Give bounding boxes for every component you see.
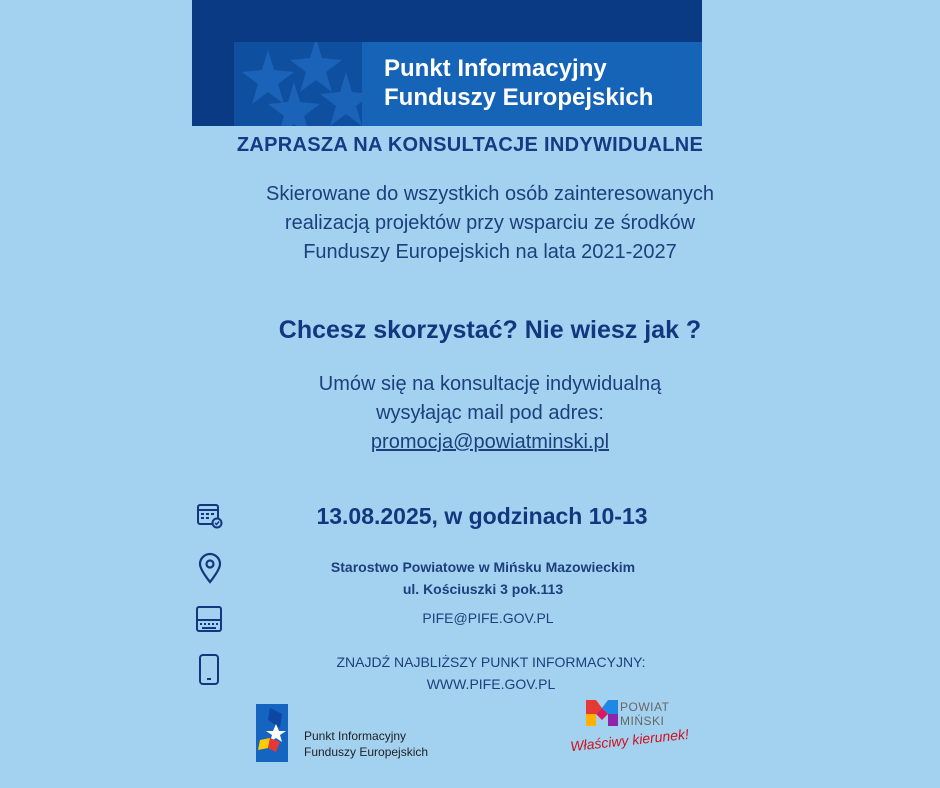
header-title-line2: Funduszy Europejskich <box>384 84 654 111</box>
description-line3: Funduszy Europejskich na lata 2021-2027 <box>303 241 677 263</box>
header-title-line1: Punkt Informacyjny <box>384 55 607 82</box>
booking-line2: wysyłając mail pod adres: <box>376 402 604 424</box>
description-line1: Skierowane do wszystkich osób zainteresowanych <box>266 183 714 205</box>
header-panel <box>234 42 702 126</box>
find-nearest-website-link[interactable]: WWW.PIFE.GOV.PL <box>426 676 556 692</box>
venue-line1: Starostwo Powiatowe w Mińsku Mazowieckim <box>330 559 636 575</box>
powiat-mark-icon <box>586 700 618 726</box>
powiat-line1: POWIAT <box>620 700 670 714</box>
question-heading: Chcesz skorzystać? Nie wiesz jak ? <box>278 316 702 344</box>
find-nearest-point <box>0 651 940 695</box>
description <box>200 180 780 267</box>
booking-line1: Umów się na konsultację indywidualną <box>318 373 662 395</box>
contact-email[interactable]: PIFE@PIFE.GOV.PL <box>422 610 554 626</box>
powiat-line2: MIŃSKI <box>620 714 665 728</box>
eu-funds-logo-icon <box>256 704 290 762</box>
pife-logo-text <box>304 728 428 760</box>
event-date-time: 13.08.2025, w godzinach 10-13 <box>316 503 648 529</box>
booking-email-link[interactable]: promocja@powiatminski.pl <box>370 431 610 453</box>
powiat-minski-logo <box>570 698 700 760</box>
invite-heading: ZAPRASZA NA KONSULTACJE INDYWIDUALNE <box>236 134 704 156</box>
description-line2: realizacją projektów przy wsparciu ze środków <box>284 212 696 234</box>
pife-logo-line1: Punkt Informacyjny <box>304 729 407 743</box>
pife-logo-line2: Funduszy Europejskich <box>304 745 429 759</box>
pife-logo <box>256 704 476 764</box>
header-title <box>384 54 694 112</box>
booking-info <box>0 370 940 457</box>
eu-stars-icon <box>234 42 362 126</box>
powiat-minski-text <box>620 700 669 728</box>
powiat-slogan: Właściwy kierunek! <box>569 725 690 755</box>
venue-address <box>0 556 940 600</box>
venue-line2: ul. Kościuszki 3 pok.113 <box>402 581 564 597</box>
header-banner <box>192 0 702 126</box>
find-nearest-line1: ZNAJDŹ NAJBLIŻSZY PUNKT INFORMACYJNY: <box>336 654 646 670</box>
